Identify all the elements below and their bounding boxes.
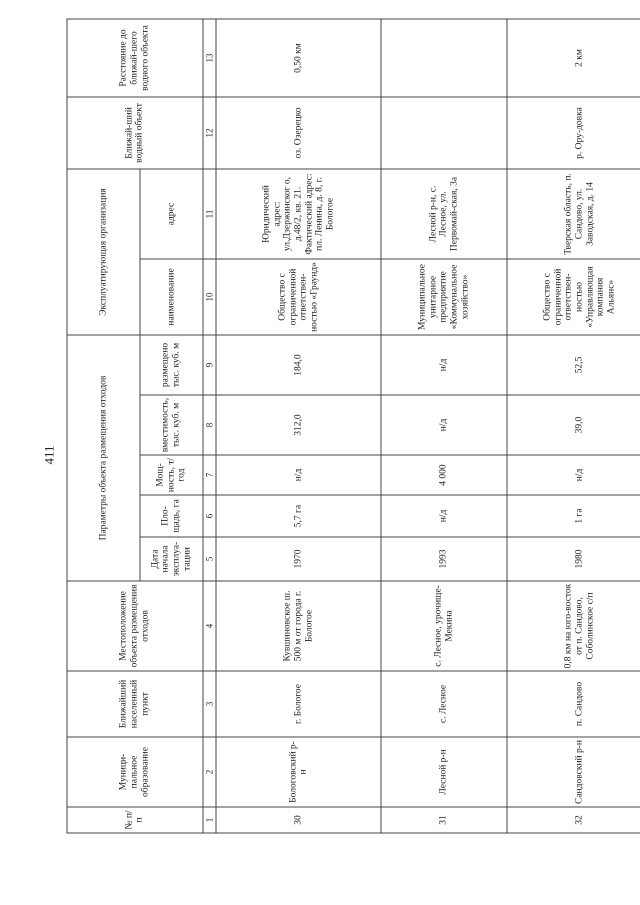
- cell-placed: 184,0: [216, 335, 381, 395]
- cell-settlement: с. Лесное: [381, 671, 506, 737]
- cell-placed: н/д: [381, 335, 506, 395]
- cell-no: 32: [507, 807, 640, 833]
- col-number: 5: [203, 537, 217, 581]
- rotated-table-wrapper: [67, 20, 640, 834]
- col-number: 11: [203, 169, 217, 259]
- cell-volume: н/д: [381, 395, 506, 455]
- col-number: 6: [203, 495, 217, 537]
- cell-water-body: оз. Озерецко: [216, 97, 381, 169]
- cell-water-body: р. Ору-довка: [507, 97, 640, 169]
- table-row: [381, 19, 506, 833]
- col-number: 8: [203, 395, 217, 455]
- cell-water-body: [381, 97, 506, 169]
- cell-org-name: Общество с ограниченной ответствен-ностью «Граунд»: [216, 259, 381, 335]
- cell-capacity: н/д: [507, 455, 640, 495]
- header-water-body: Ближай-ший водный объект: [67, 97, 203, 169]
- cell-area: н/д: [381, 495, 506, 537]
- cell-volume: 39,0: [507, 395, 640, 455]
- column-number-row: [203, 19, 217, 833]
- cell-area: 5,7 га: [216, 495, 381, 537]
- cell-distance: [381, 19, 506, 97]
- cell-location: с. Лесное, урочище-Мекина: [381, 581, 506, 671]
- waste-sites-table: [67, 19, 640, 834]
- header-no: № п/п: [67, 807, 203, 833]
- table-row: [507, 19, 640, 833]
- cell-org-name: Муниципальное унитарное предприятие «Коммунальное хозяйство»: [381, 259, 506, 335]
- cell-volume: 312,0: [216, 395, 381, 455]
- cell-start-date: 1980: [507, 537, 640, 581]
- header-volume: вместимость, тыс. куб. м: [140, 395, 203, 455]
- header-municipality: Муници-пальное образование: [67, 737, 203, 807]
- col-number: 1: [203, 807, 217, 833]
- cell-location: 0,8 км на юго-восток от п. Сандово, Соболинское с/п: [507, 581, 640, 671]
- col-number: 9: [203, 335, 217, 395]
- cell-settlement: г. Бологое: [216, 671, 381, 737]
- cell-distance: 2 км: [507, 19, 640, 97]
- header-start-date: Дата начала эксплуа-тации: [140, 537, 203, 581]
- cell-org-address: Тверская область, п. Сандово, ул. Заводская, д. 14: [507, 169, 640, 259]
- cell-settlement: п. Сандово: [507, 671, 640, 737]
- page-number: 411: [41, 445, 57, 465]
- col-number: 7: [203, 455, 217, 495]
- cell-no: 31: [381, 807, 506, 833]
- cell-start-date: 1970: [216, 537, 381, 581]
- cell-location: Кувшиновское ш. 500 м от города г. Бологое: [216, 581, 381, 671]
- cell-area: 1 га: [507, 495, 640, 537]
- header-org-address: адрес: [140, 169, 203, 259]
- header-area: Пло-щадь, га: [140, 495, 203, 537]
- cell-org-address: Юридический адрес: ул.Дзержинског о, д.48/2, кв. 21. Фактический адрес: пл. Ленина, д. 8, г. Бологое: [216, 169, 381, 259]
- col-number: 13: [203, 19, 217, 97]
- header-settlement: Ближайший населенный пункт: [67, 671, 203, 737]
- header-distance: Расстояние до ближай-шего водного объекта: [67, 19, 203, 97]
- cell-capacity: 4 000: [381, 455, 506, 495]
- header-capacity: Мощ-ность, т/год: [140, 455, 203, 495]
- cell-placed: 52,5: [507, 335, 640, 395]
- cell-org-address: Лесной р-н, с. Лесное, ул. Первомай-ская, 3а: [381, 169, 506, 259]
- cell-capacity: н/д: [216, 455, 381, 495]
- cell-distance: 0,50 км: [216, 19, 381, 97]
- cell-municipality: Лесной р-н: [381, 737, 506, 807]
- header-org-name: наименование: [140, 259, 203, 335]
- col-number: 10: [203, 259, 217, 335]
- col-number: 4: [203, 581, 217, 671]
- table-row: [216, 19, 381, 833]
- cell-start-date: 1993: [381, 537, 506, 581]
- cell-org-name: Общество с ограниченной ответствен-ностью «Управляющая компания Альянс»: [507, 259, 640, 335]
- header-location: Местоположение объекта размещения отходов: [67, 581, 203, 671]
- cell-municipality: Бологовский р-н: [216, 737, 381, 807]
- header-params-group: Параметры объекта размещения отходов: [67, 335, 140, 581]
- col-number: 3: [203, 671, 217, 737]
- col-number: 12: [203, 97, 217, 169]
- col-number: 2: [203, 737, 217, 807]
- header-org-group: Эксплуатирующая организация: [67, 169, 140, 335]
- cell-no: 30: [216, 807, 381, 833]
- header-placed: размещено тыс. куб. м: [140, 335, 203, 395]
- cell-municipality: Сандовский р-н: [507, 737, 640, 807]
